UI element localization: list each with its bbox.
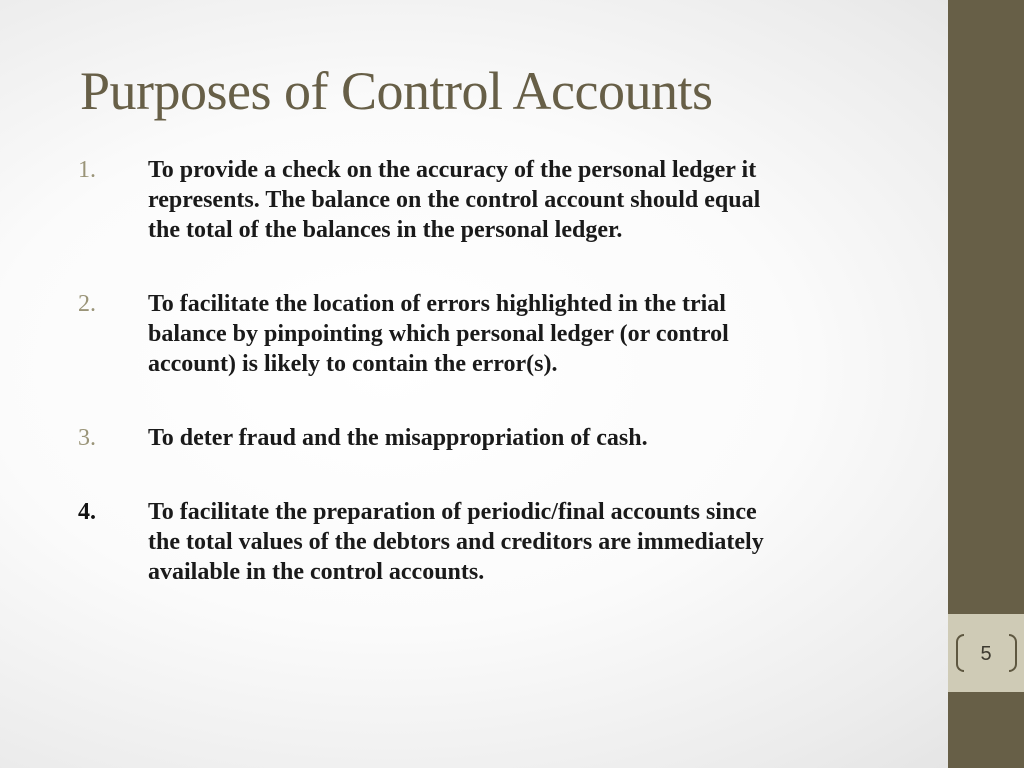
- right-bracket-icon: [1009, 634, 1017, 672]
- list-item-line: account) is likely to contain the error(s).: [148, 351, 558, 377]
- list-item-line: To provide a check on the accuracy of the personal ledger it: [148, 157, 757, 183]
- list-item: [78, 289, 950, 379]
- list-item: [78, 497, 950, 587]
- list-item-line: To facilitate the location of errors highlighted in the trial: [148, 291, 726, 317]
- page-number-panel: [948, 614, 1024, 692]
- list-item-number: 1.: [78, 157, 96, 183]
- list-item: [78, 423, 950, 453]
- list-item-line: the total of the balances in the personal ledger.: [148, 217, 623, 243]
- list-item-line: the total values of the debtors and creditors are immediately: [148, 529, 764, 555]
- purposes-list: [78, 155, 950, 631]
- list-item-line: balance by pinpointing which personal ledger (or control: [148, 321, 729, 347]
- list-item-line: available in the control accounts.: [148, 559, 485, 585]
- list-item-number: 3.: [78, 425, 96, 451]
- list-item-number: 2.: [78, 291, 96, 317]
- list-item-line: To deter fraud and the misappropriation of cash.: [148, 425, 648, 451]
- list-item-line: To facilitate the preparation of periodic/final accounts since: [148, 499, 757, 525]
- list-item-line: represents. The balance on the control account should equal: [148, 187, 761, 213]
- slide-title: Purposes of Control Accounts: [80, 61, 713, 121]
- list-item: [78, 155, 950, 245]
- list-item-number: 4.: [78, 499, 96, 525]
- page-number: 5: [980, 643, 992, 665]
